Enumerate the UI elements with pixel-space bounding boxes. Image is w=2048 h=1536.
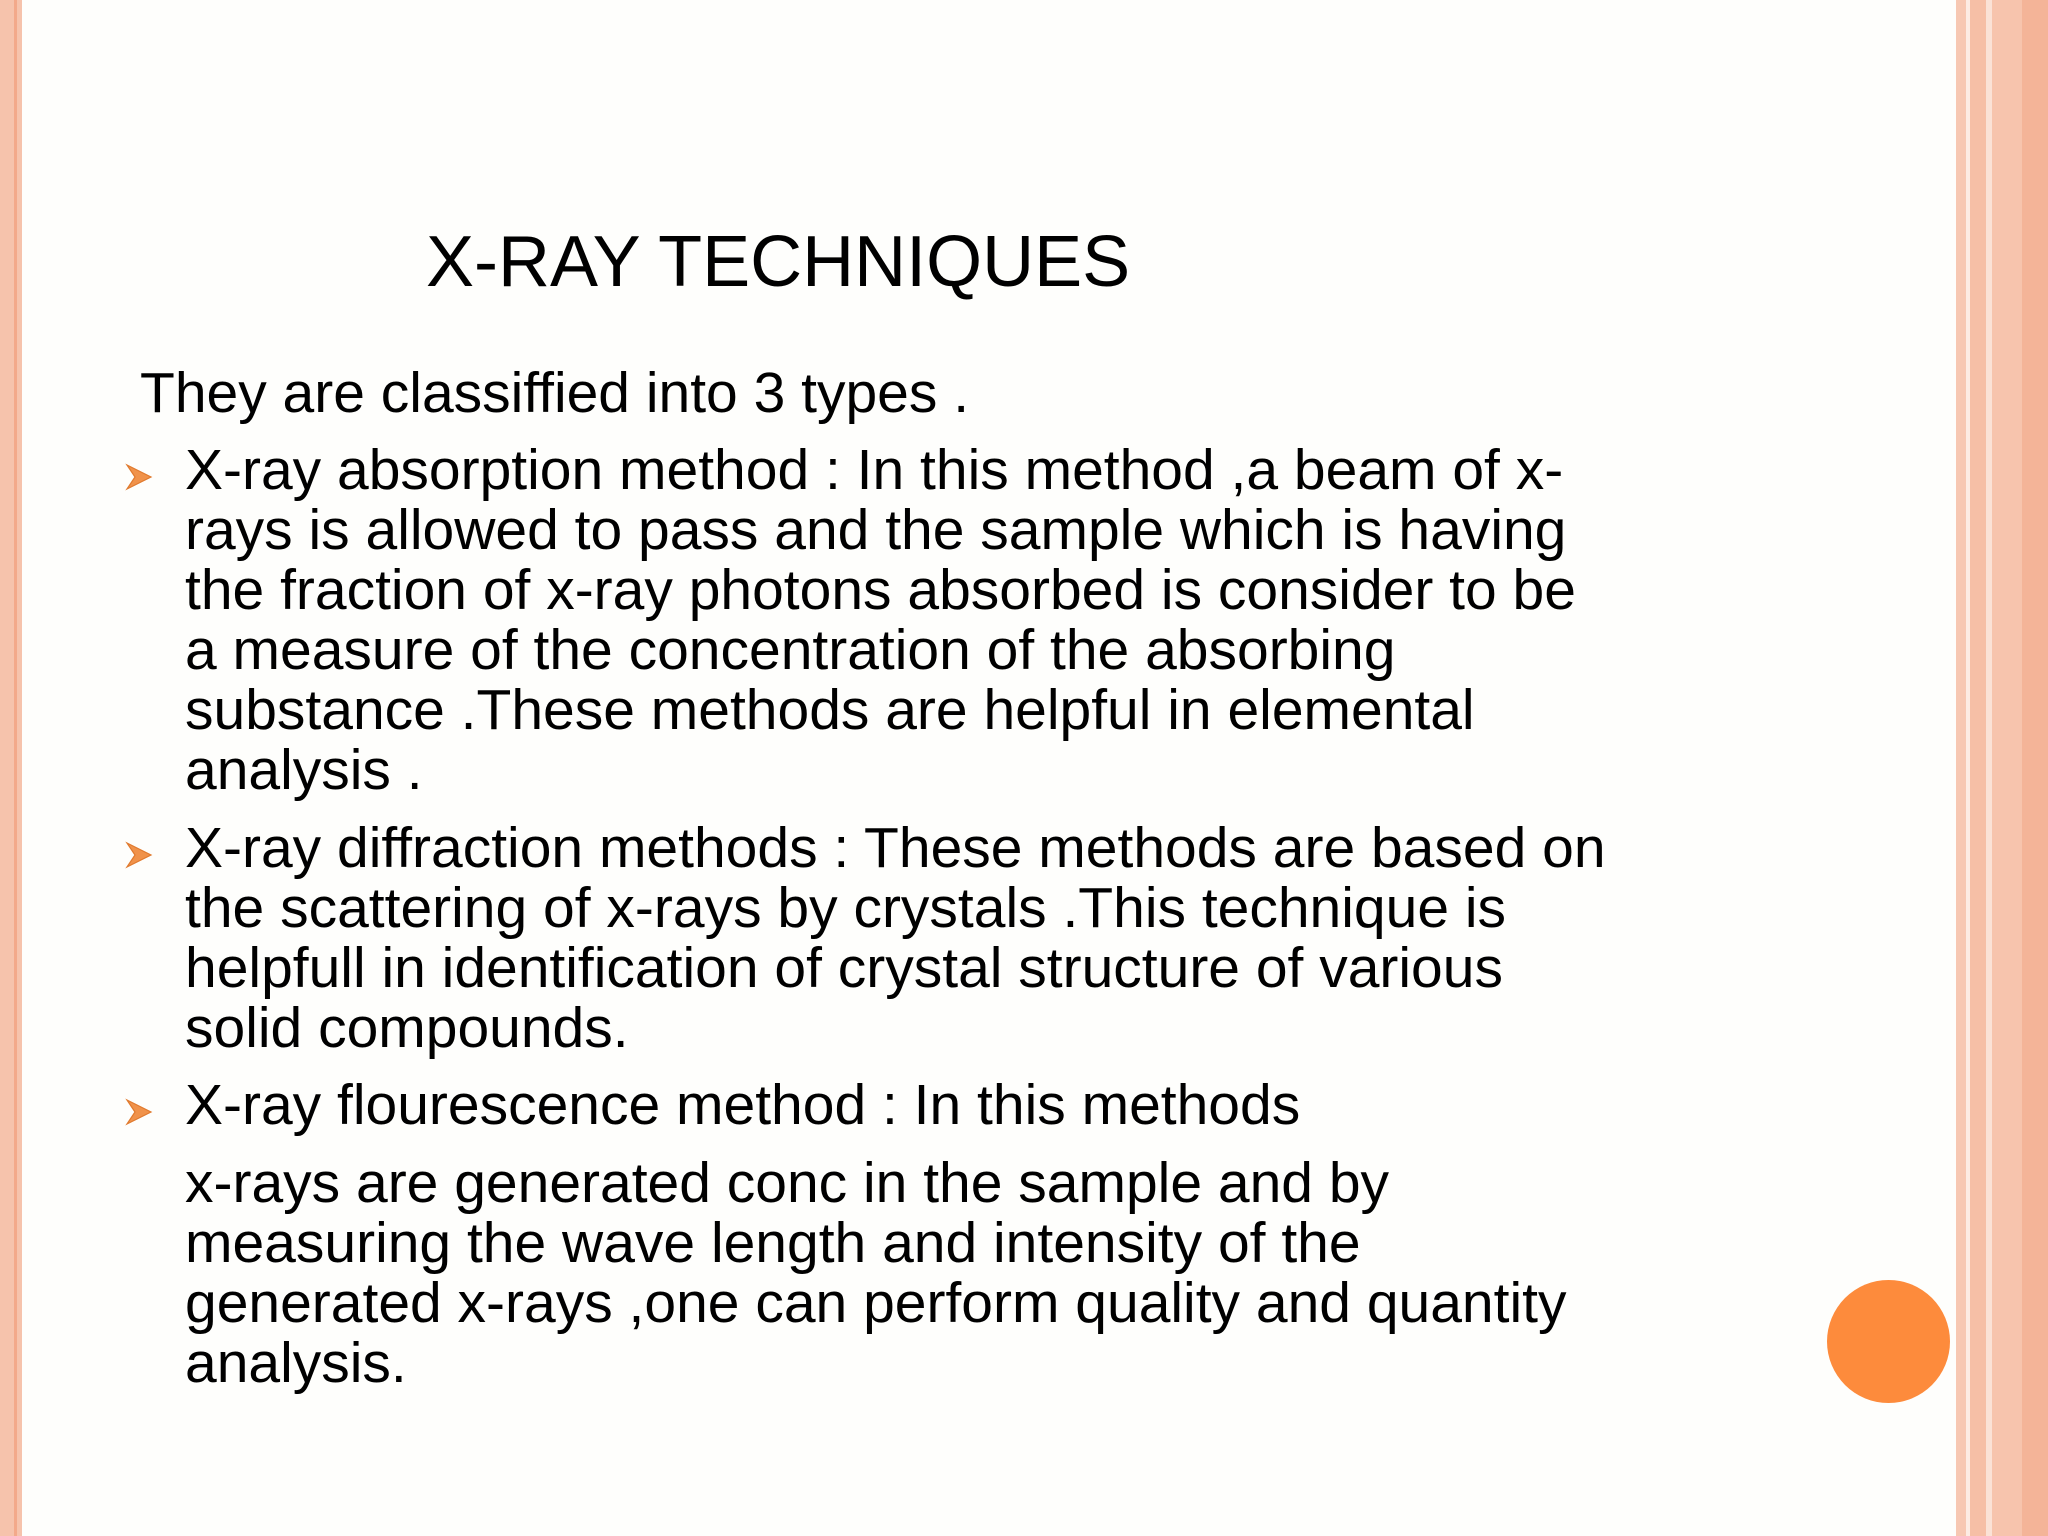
bullet-text: X-ray diffraction methods : These methods are based on the scattering of x-rays by crystals .This technique is helpfull in identification of crystal structure of various solid compounds. — [185, 816, 1606, 1060]
arrowhead-bullet-icon — [125, 462, 153, 492]
flourescence-continuation-text: x-rays are generated conc in the sample and by measuring the wave length and intensity of the generated x-rays ,one can perform quality and quantity analysis. — [185, 1151, 1567, 1395]
arrowhead-bullet-icon — [125, 840, 153, 870]
right-frame-stripe — [1970, 0, 1986, 1536]
intro-text: They are classiffied into 3 types . — [140, 361, 970, 425]
accent-circle — [1827, 1280, 1950, 1403]
right-frame-stripe — [1992, 0, 2022, 1536]
slide-title: X-RAY TECHNIQUES — [426, 222, 1131, 302]
right-frame-stripe — [2022, 0, 2048, 1536]
left-frame-stripe — [0, 0, 22, 1536]
arrowhead-bullet-icon — [125, 1097, 153, 1127]
left-frame-inner-stripe — [14, 0, 17, 1536]
right-frame-stripe — [1956, 0, 1966, 1536]
bullet-text: X-ray flourescence method : In this methods — [185, 1073, 1301, 1137]
bullet-text: X-ray absorption method : In this method ,a beam of x- rays is allowed to pass and the sample which is having the fraction of x-ray photons absorbed is consider to be a measure of the concentration of the absorbing substance .These methods are helpful in elemental analysis . — [185, 438, 1576, 802]
